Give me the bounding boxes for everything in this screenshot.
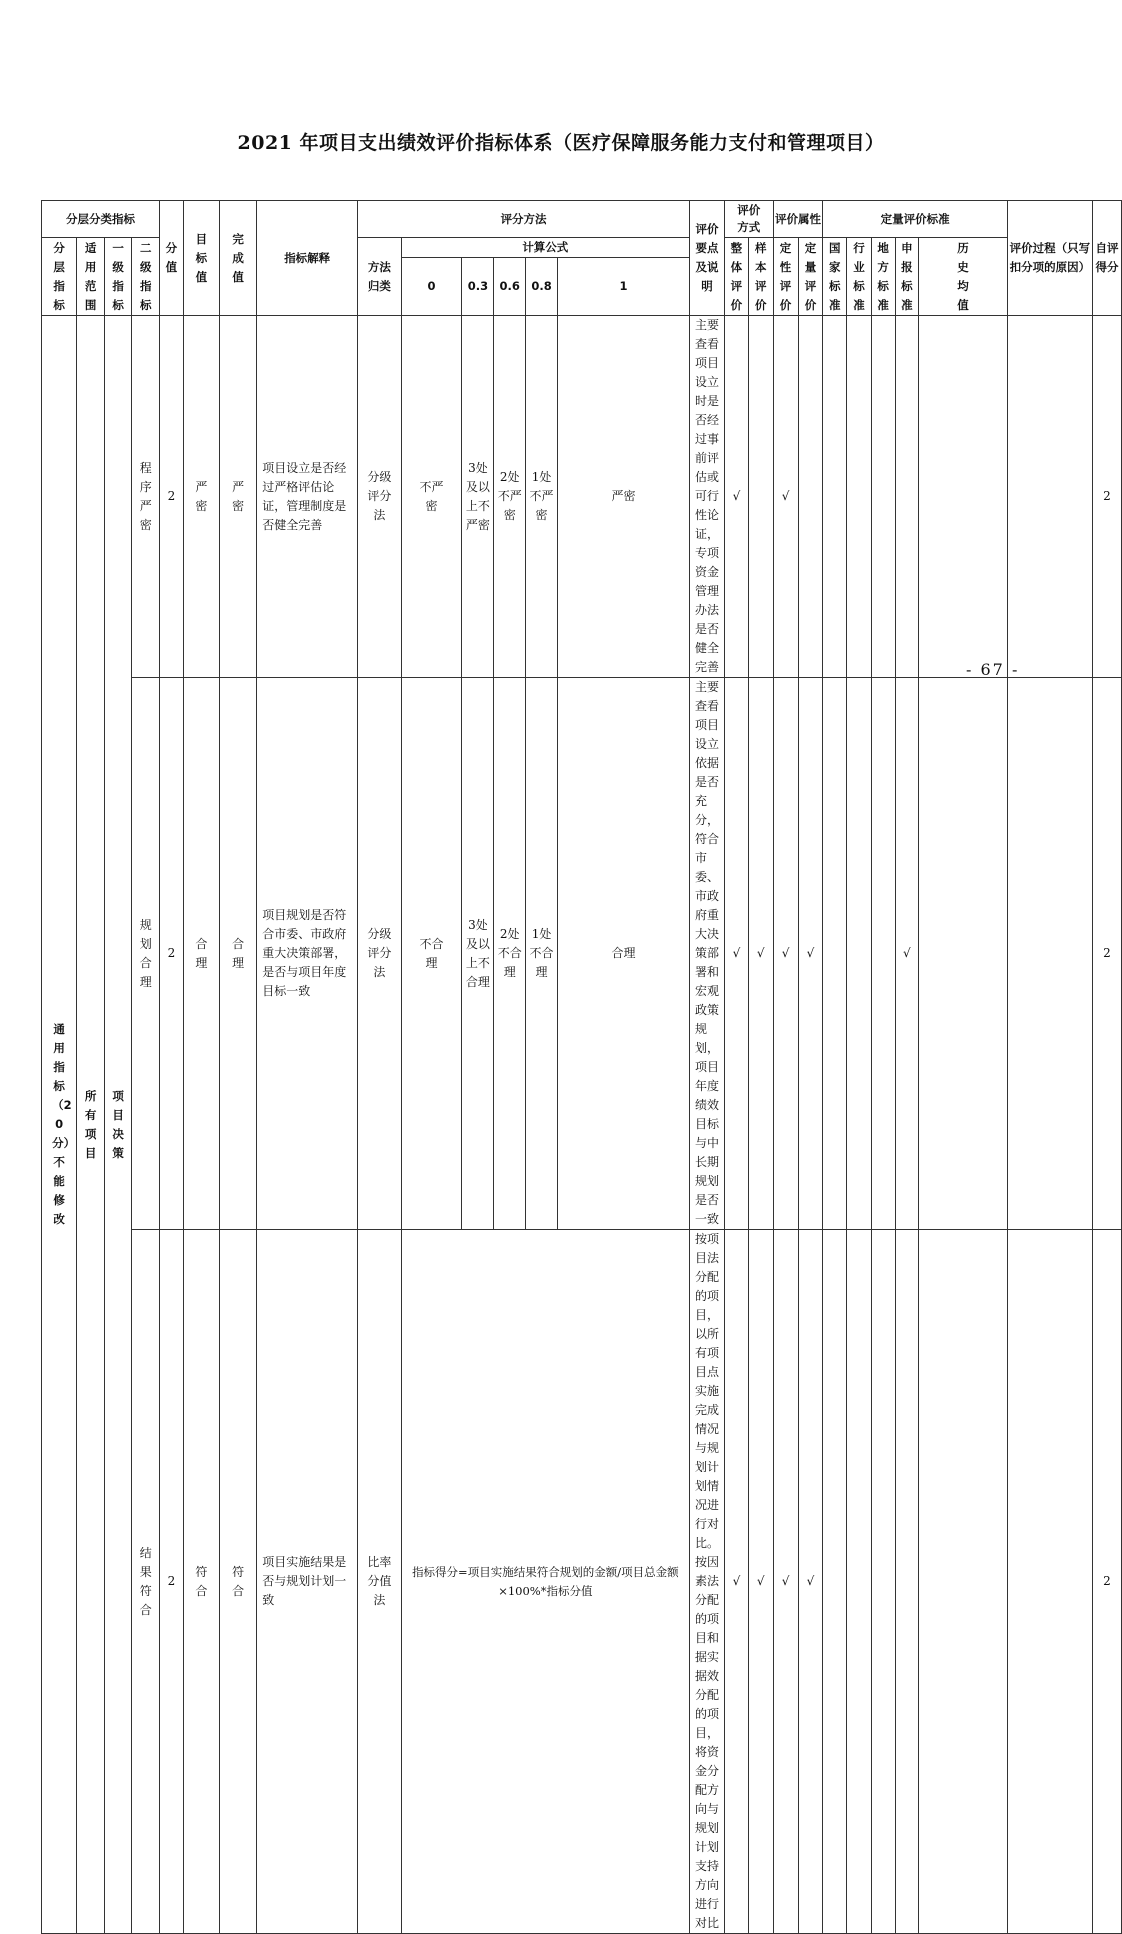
header-f1: 1 (557, 258, 689, 316)
cell-f03: 3处及以上不合理 (462, 678, 494, 1230)
cell-sample: √ (748, 678, 773, 1230)
cell-level2: 规划合理 (132, 678, 160, 1230)
header-f08: 0.8 (526, 258, 558, 316)
cell-local (871, 316, 895, 678)
cell-score: 2 (160, 1230, 184, 1934)
cell-formula: 指标得分=项目实施结果符合规划的金额/项目总金额×100%*指标分值 (401, 1230, 689, 1934)
cell-method: 比率分值法 (358, 1230, 402, 1934)
header-industry: 行业标准 (847, 238, 872, 316)
header-level2: 二级指标 (132, 238, 160, 316)
cell-level2: 程序严密 (132, 316, 160, 678)
cell-method: 分级评分法 (358, 678, 402, 1230)
header-target: 目标值 (183, 201, 219, 316)
cell-qualitative: √ (773, 316, 798, 678)
cell-declared (895, 316, 919, 678)
cell-self-score: 2 (1093, 678, 1122, 1230)
cell-explanation: 项目实施结果是否与规划计划一致 (257, 1230, 358, 1934)
cell-score: 2 (160, 316, 184, 678)
cell-target: 合理 (183, 678, 219, 1230)
cell-local (871, 678, 895, 1230)
cell-national (823, 316, 847, 678)
cell-level1: 项目决策 (104, 316, 132, 1934)
header-formula: 计算公式 (401, 238, 689, 258)
header-level1: 一级指标 (104, 238, 132, 316)
cell-process (1007, 678, 1092, 1230)
cell-key-points: 主要查看项目设立依据是否充分，符合市委、市政府重大决策部署和宏观政策规划，项目年度绩效目标与中长期规划是否一致 (690, 678, 725, 1230)
cell-industry (847, 316, 872, 678)
cell-self-score: 2 (1093, 316, 1122, 678)
cell-process (1007, 1230, 1092, 1934)
page-title: 2021 年项目支出绩效评价指标体系（医疗保障服务能力支付和管理项目） (237, 132, 885, 154)
header-quant-standard: 定量评价标准 (823, 201, 1007, 238)
cell-method: 分级评分法 (358, 316, 402, 678)
cell-f06: 2处不合理 (494, 678, 526, 1230)
page-number: - 67 - (966, 660, 1020, 679)
cell-explanation: 项目设立是否经过严格评估论证，管理制度是否健全完善 (257, 316, 358, 678)
header-self-score: 自评得分 (1093, 201, 1122, 316)
header-f0: 0 (401, 258, 462, 316)
cell-level-indicator: 通用指标（20分）不能修改 (42, 316, 77, 1934)
header-local: 地方标准 (871, 238, 895, 316)
cell-f08: 1处不严密 (526, 316, 558, 678)
header-key-points: 评价要点及说明 (690, 201, 725, 316)
cell-completed: 符合 (220, 1230, 257, 1934)
cell-historical (919, 316, 1008, 678)
header-eval-method: 评价方式 (725, 201, 774, 238)
cell-f1: 合理 (557, 678, 689, 1230)
header-level-indicator: 分层指标 (42, 238, 77, 316)
cell-overall: √ (725, 678, 749, 1230)
cell-score: 2 (160, 678, 184, 1230)
cell-target: 符合 (183, 1230, 219, 1934)
header-eval-attr: 评价属性 (773, 201, 823, 238)
cell-completed: 合理 (220, 678, 257, 1230)
cell-completed: 严密 (220, 316, 257, 678)
cell-self-score: 2 (1093, 1230, 1122, 1934)
table-row (42, 316, 1122, 678)
cell-qualitative: √ (773, 1230, 798, 1934)
cell-target: 严密 (183, 316, 219, 678)
cell-key-points: 按项目法分配的项目，以所有项目点实施完成情况与规划计划情况进行对比。按因素法分配的项目和据实据效分配的项目，将资金分配方向与规划计划支持方向进行对比 (690, 1230, 725, 1934)
header-f06: 0.6 (494, 258, 526, 316)
cell-qualitative: √ (773, 678, 798, 1230)
header-method-category: 方法归类 (358, 238, 402, 316)
cell-overall: √ (725, 316, 749, 678)
cell-quantitative (798, 316, 823, 678)
cell-declared (895, 1230, 919, 1934)
cell-f03: 3处及以上不严密 (462, 316, 494, 678)
cell-historical (919, 678, 1008, 1230)
evaluation-table (41, 200, 1122, 1934)
cell-industry (847, 678, 872, 1230)
header-national: 国家标准 (823, 238, 847, 316)
header-completed: 完成值 (220, 201, 257, 316)
header-f03: 0.3 (462, 258, 494, 316)
cell-f08: 1处不合理 (526, 678, 558, 1230)
cell-level2: 结果符合 (132, 1230, 160, 1934)
table-row (42, 678, 1122, 1230)
cell-f0: 不严密 (401, 316, 462, 678)
cell-quantitative: √ (798, 1230, 823, 1934)
cell-historical (919, 1230, 1008, 1934)
header-explanation: 指标解释 (257, 201, 358, 316)
header-row-1 (42, 201, 1122, 238)
header-process: 评价过程（只写扣分项的原因） (1007, 201, 1092, 316)
cell-national (823, 1230, 847, 1934)
cell-f06: 2处不严密 (494, 316, 526, 678)
cell-declared: √ (895, 678, 919, 1230)
header-qualitative: 定性评价 (773, 238, 798, 316)
cell-f1: 严密 (557, 316, 689, 678)
cell-explanation: 项目规划是否符合市委、市政府重大决策部署，是否与项目年度目标一致 (257, 678, 358, 1230)
header-historical: 历史均值 (919, 238, 1008, 316)
header-sample: 样本评价 (748, 238, 773, 316)
cell-f0: 不合理 (401, 678, 462, 1230)
cell-quantitative: √ (798, 678, 823, 1230)
header-scope: 适用范围 (77, 238, 105, 316)
table-row (42, 1230, 1122, 1934)
header-score: 分值 (160, 201, 184, 316)
cell-local (871, 1230, 895, 1934)
header-overall: 整体评价 (725, 238, 749, 316)
header-declared: 申报标准 (895, 238, 919, 316)
header-quantitative: 定量评价 (798, 238, 823, 316)
cell-scope: 所有项目 (77, 316, 105, 1934)
header-scoring-method: 评分方法 (358, 201, 690, 238)
cell-national (823, 678, 847, 1230)
cell-key-points: 主要查看项目设立时是否经过事前评估或可行性论证，专项资金管理办法是否健全完善 (690, 316, 725, 678)
cell-industry (847, 1230, 872, 1934)
header-layered-indicators: 分层分类指标 (42, 201, 160, 238)
cell-process (1007, 316, 1092, 678)
cell-sample (748, 316, 773, 678)
cell-sample: √ (748, 1230, 773, 1934)
cell-overall: √ (725, 1230, 749, 1934)
